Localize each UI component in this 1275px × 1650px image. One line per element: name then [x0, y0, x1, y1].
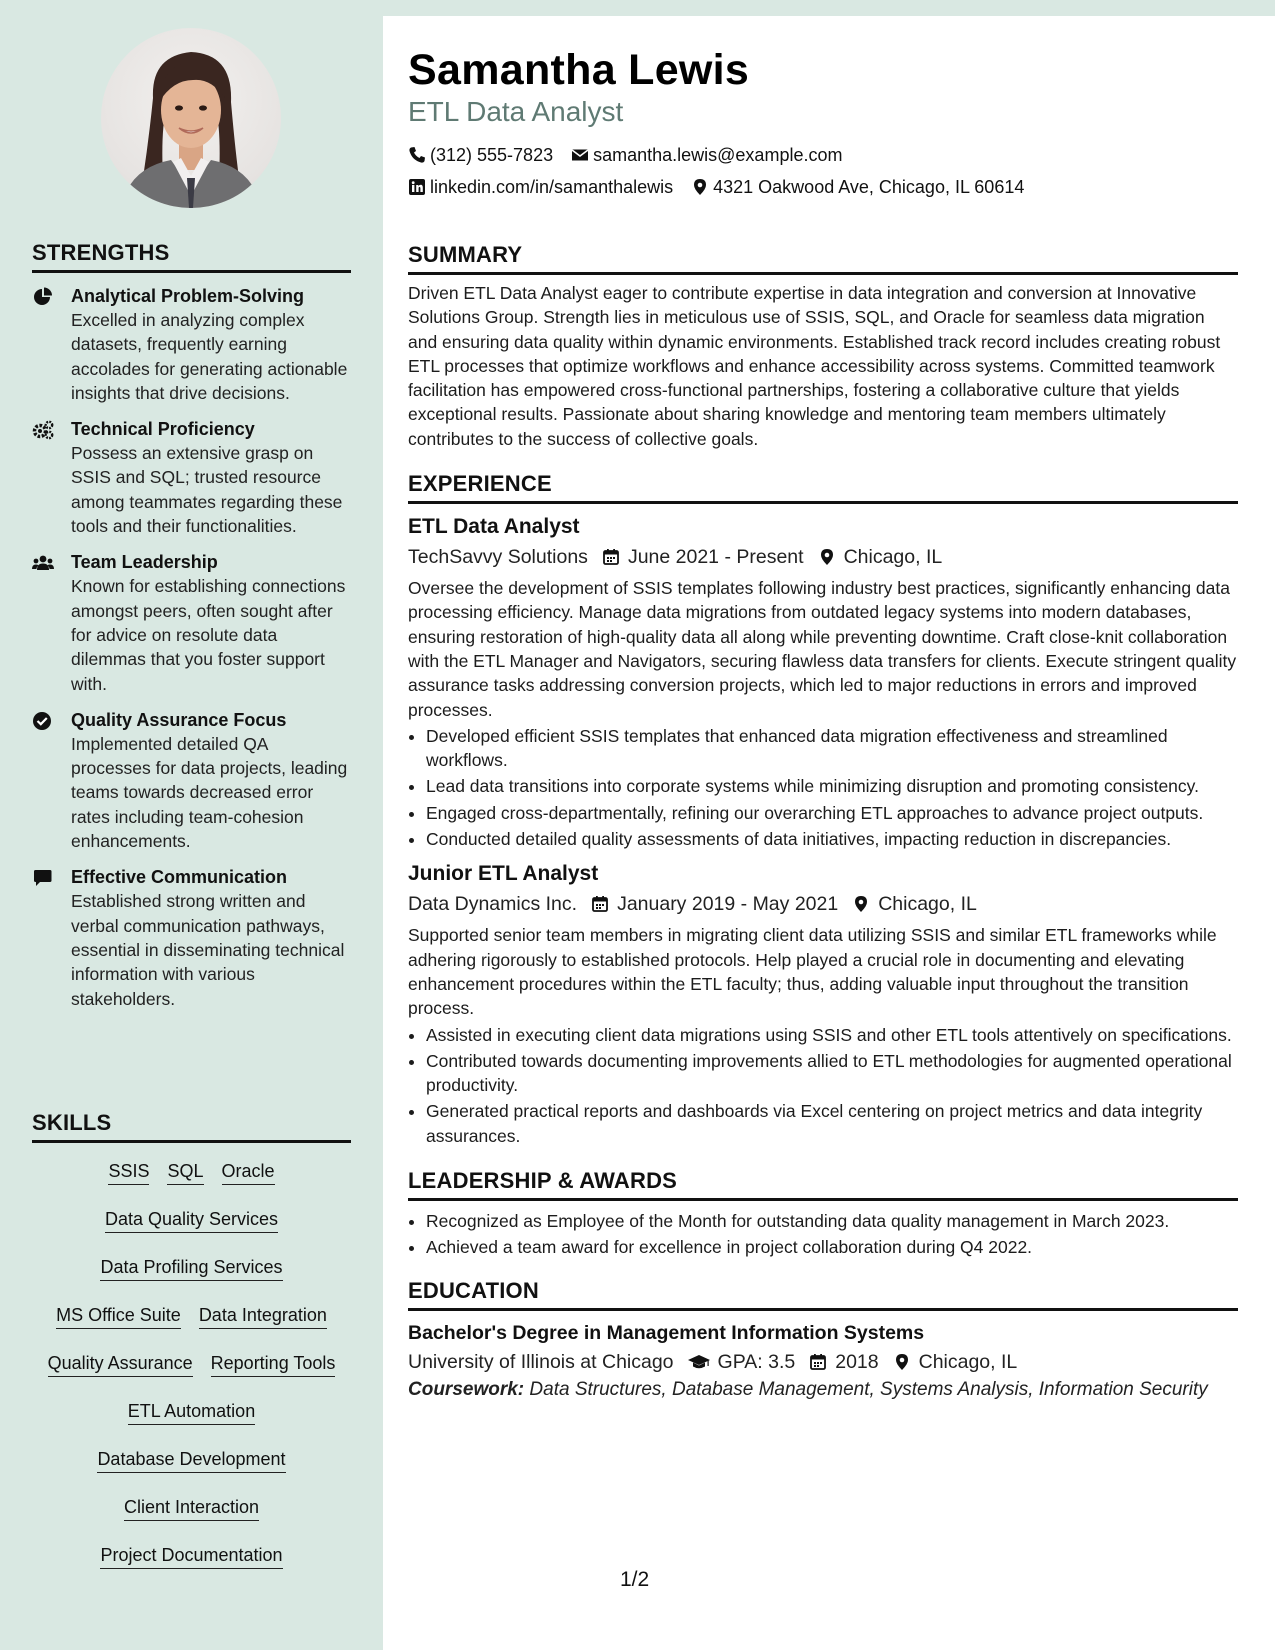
strength-item: [32, 551, 351, 695]
job-location-text: Chicago, IL: [878, 893, 977, 916]
job-bullet: • Developed efficient SSIS templates that enhanced data migration effectiveness and streamlined workflows.: [426, 724, 1238, 773]
main-panel: [383, 16, 1275, 1650]
company-name: Data Dynamics Inc.: [408, 893, 578, 916]
job-bullet: • Engaged cross-departmentally, refining our overarching ETL approaches to advance project outputs.: [426, 801, 1238, 825]
map-pin-icon: [893, 1353, 911, 1371]
job-entry: [408, 513, 1238, 851]
job-bullets: [408, 724, 1238, 851]
phone-text: (312) 555-7823: [430, 145, 554, 165]
pie-chart-icon: [32, 287, 54, 307]
skill-tag: Data Quality Services: [105, 1208, 278, 1233]
job-bullet: • Assisted in executing client data migrations using SSIS and other ETL tools attentively on specifications.: [426, 1023, 1238, 1047]
address-text: 4321 Oakwood Ave, Chicago, IL 60614: [713, 177, 1025, 197]
skill-tag: Data Integration: [199, 1304, 327, 1329]
skill-tag: Client Interaction: [124, 1496, 259, 1521]
school-location: [893, 1349, 1018, 1375]
job-bullets: [408, 1023, 1238, 1148]
skill-tag: Data Profiling Services: [100, 1256, 282, 1281]
strengths-title: STRENGTHS: [32, 240, 351, 273]
check-circle-icon: [32, 711, 54, 731]
coursework: [408, 1378, 1238, 1402]
strengths-section: [32, 240, 351, 1024]
skills-title: SKILLS: [32, 1110, 351, 1143]
job-title: ETL Data Analyst: [408, 515, 580, 539]
job-location-text: Chicago, IL: [843, 546, 943, 569]
job-description: Supported senior team members in migrating client data utilizing SSIS and similar ETL frameworks while adhering rigorously to established protocols. Help played a crucial role in documenting and elevating enhancement procedures within the ETL faculty; thus, adding valuable input throughout the transition process.: [408, 925, 1217, 1019]
summary-title: SUMMARY: [408, 242, 1238, 275]
strength-title: Effective Communication: [71, 867, 288, 888]
main-content: [408, 242, 1238, 1424]
job-dates-text: June 2021 - Present: [627, 546, 804, 569]
skill-tag: Oracle: [222, 1160, 275, 1185]
candidate-name: Samantha Lewis: [408, 46, 750, 94]
strength-desc: Excelled in analyzing complex datasets, frequently earning accolades for generating actionable insights that drive decisions.: [71, 310, 348, 403]
linkedin-icon: [408, 178, 426, 196]
map-pin-icon: [818, 548, 836, 566]
strength-title: Analytical Problem-Solving: [71, 286, 305, 306]
awards-section: [408, 1168, 1238, 1260]
linkedin-contact[interactable]: [408, 176, 673, 198]
phone-icon: [408, 146, 426, 164]
skill-tag: SQL: [167, 1160, 203, 1185]
job-meta: [408, 891, 1238, 917]
experience-title: EXPERIENCE: [408, 471, 1238, 504]
education-meta: [408, 1349, 1238, 1375]
linkedin-text[interactable]: linkedin.com/in/samanthalewis: [430, 177, 674, 197]
job-dates-text: January 2019 - May 2021: [617, 893, 839, 916]
skills-section: [32, 1110, 351, 1585]
envelope-icon: [571, 146, 589, 164]
graduation-year-text: 2018: [835, 1350, 879, 1373]
calendar-icon: [591, 895, 609, 913]
award-item: • Recognized as Employee of the Month for outstanding data quality management in March 2023.: [426, 1209, 1238, 1233]
candidate-role: ETL Data Analyst: [408, 96, 624, 127]
address-contact: [691, 176, 1024, 198]
skill-tag: Quality Assurance: [48, 1352, 193, 1377]
job-dates: [602, 544, 804, 570]
strength-title: Technical Proficiency: [71, 419, 255, 440]
school-name: University of Illinois at Chicago: [408, 1350, 674, 1373]
strength-desc: Established strong written and verbal communication pathways, essential in disseminating technical information with various stakeholders.: [71, 891, 345, 1009]
skill-tag: ETL Automation: [128, 1400, 255, 1425]
calendar-icon: [602, 548, 620, 566]
sidebar: [0, 0, 383, 1650]
skill-tag: Project Documentation: [100, 1544, 282, 1569]
contact-row: [408, 176, 1042, 198]
strength-desc: Implemented detailed QA processes for data projects, leading teams towards decreased error rates including team-cohesion enhancements.: [71, 733, 348, 852]
school-location-text: Chicago, IL: [918, 1350, 1018, 1373]
profile-photo: [101, 28, 281, 208]
skills-list: [32, 1153, 351, 1585]
education-section: [408, 1278, 1238, 1402]
map-pin-icon: [691, 178, 709, 196]
strength-title: Team Leadership: [71, 552, 218, 573]
phone-contact: [408, 144, 553, 166]
job-location: [818, 544, 943, 570]
email-text[interactable]: samantha.lewis@example.com: [593, 145, 843, 165]
job-location: [852, 891, 977, 917]
strength-item: [32, 418, 351, 538]
strength-item: [32, 866, 351, 1010]
skill-tag: MS Office Suite: [56, 1304, 181, 1329]
coursework-text: Data Structures, Database Management, Systems Analysis, Information Security: [529, 1378, 1208, 1400]
comment-icon: [32, 868, 54, 888]
strength-desc: Possess an extensive grasp on SSIS and SQL; trusted resource among teammates regarding these tools and their functionalities.: [71, 443, 343, 537]
job-dates: [591, 891, 838, 917]
email-contact[interactable]: [571, 144, 842, 166]
graduation-year: [809, 1349, 878, 1375]
gpa-text: GPA: 3.5: [717, 1350, 796, 1373]
strength-desc: Known for establishing connections amongst peers, often sought after for advice on resolute data dilemmas that you foster support with.: [71, 576, 346, 694]
skill-tag: Reporting Tools: [211, 1352, 336, 1377]
job-bullet: • Generated practical reports and dashboards via Excel centering on project metrics and data integrity assurances.: [426, 1099, 1238, 1148]
coursework-label: Coursework:: [408, 1378, 525, 1400]
job-title: Junior ETL Analyst: [408, 862, 599, 886]
job-bullet: • Lead data transitions into corporate systems while minimizing disruption and promoting consistency.: [426, 774, 1238, 798]
map-pin-icon: [852, 895, 870, 913]
job-meta: [408, 544, 1238, 570]
summary-text: Driven ETL Data Analyst eager to contribute expertise in data integration and conversion at Innovative Solutions Group. Strength lies in meticulous use of SSIS, SQL, and Oracle for seamless data migration and ensuring data quality within dynamic environments. Established track record includes creating robust ETL processes that optimize workflows and enhance accessibility across systems. Committed teamwork facilitation has empowered cross-functional partnerships, fostering a collaborative culture that yields exceptional results. Passionate about sharing knowledge and mentoring team members ultimately contributes to the success of collective goals.: [408, 283, 1221, 449]
page-number: 1/2: [620, 1568, 650, 1591]
award-item: • Achieved a team award for excellence in project collaboration during Q4 2022.: [426, 1235, 1238, 1259]
job-description: Oversee the development of SSIS templates following industry best practices, significantly enhancing data processing efficiency. Manage data migrations from outdated legacy systems into modern databases, ensuring restoration of high-quality data all along while preventing downtime. Craft close-knit collaboration with the ETL Manager and Navigators, securing flawless data transfers for clients. Execute stringent quality assurance tasks addressing conversion projects, which led to major reductions in errors and improved processes.: [408, 578, 1237, 720]
users-icon: [32, 553, 54, 573]
strength-item: [32, 285, 351, 405]
avatar: [101, 28, 281, 208]
degree-title: Bachelor's Degree in Management Information Systems: [408, 1321, 925, 1344]
job-bullet: • Contributed towards documenting improvements allied to ETL methodologies for augmented operational productivity.: [426, 1049, 1238, 1098]
education-title: EDUCATION: [408, 1278, 1238, 1311]
summary-section: [408, 242, 1238, 451]
skill-tag: Database Development: [97, 1448, 285, 1473]
gpa: [688, 1349, 796, 1375]
company-name: TechSavvy Solutions: [408, 546, 588, 569]
skill-tag: SSIS: [108, 1160, 149, 1185]
contact-row: [408, 144, 860, 166]
gears-icon: [32, 420, 54, 440]
awards-title: LEADERSHIP & AWARDS: [408, 1168, 1238, 1201]
job-bullet: • Conducted detailed quality assessments of data initiatives, impacting reduction in discrepancies.: [426, 827, 1238, 851]
job-entry: [408, 860, 1238, 1148]
calendar-icon: [809, 1353, 827, 1371]
awards-list: [408, 1209, 1238, 1260]
strength-item: [32, 709, 351, 853]
graduation-cap-icon: [688, 1353, 710, 1371]
experience-section: [408, 471, 1238, 1148]
strength-title: Quality Assurance Focus: [71, 709, 287, 730]
